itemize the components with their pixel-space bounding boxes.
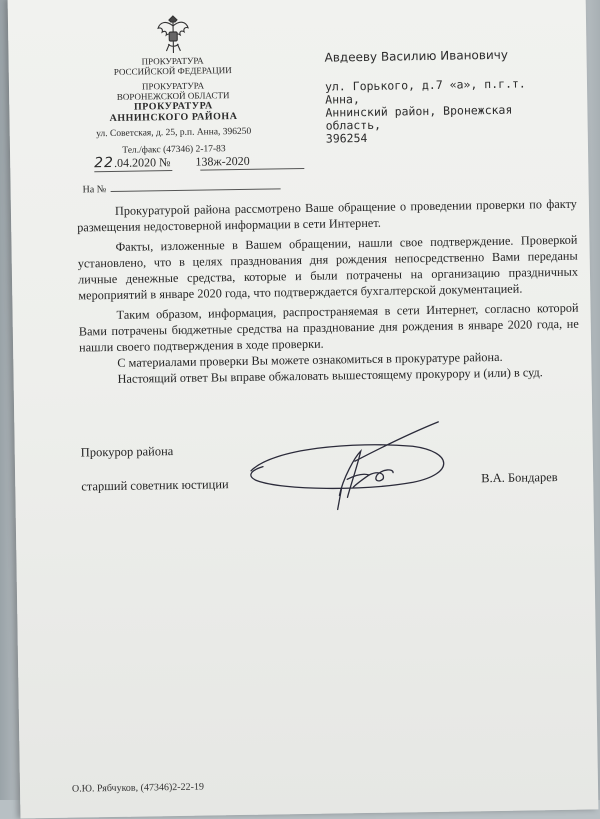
letter-page [8, 0, 599, 818]
signer-name: В.А. Бондарев [481, 470, 558, 486]
coat-of-arms-emblem [156, 14, 191, 55]
handwritten-signature [242, 416, 464, 529]
recipient-block [324, 48, 565, 146]
sender-phone: Тел./факс (47346) 2-17-83 [122, 144, 226, 156]
org-line: ПРОКУРАТУРА [141, 55, 204, 67]
position-title: Прокурор района [80, 444, 174, 460]
reference-line [83, 180, 281, 195]
number-sign: № [158, 155, 171, 170]
org-line: РОССИЙСКОЙ ФЕДЕРАЦИИ [113, 65, 232, 77]
reference-blank [110, 180, 280, 192]
org-line-bold: ПРОКУРАТУРА [133, 100, 213, 113]
date-rest: .04.2020 [113, 155, 157, 170]
sender-header [75, 54, 273, 158]
body-paragraph: Факты, изложенные в Вашем обращении, нашли свое подтверждение. Проверкой установлено, что в целях празднования дня рождения непосредственно Вами переданы личные денежные средства, которые и были потрачены на организацию праздничных мероприятий в январе 2020 года, что подтверждается бухгалтерской документацией. [77, 232, 579, 303]
reference-label: На № [82, 184, 107, 196]
sender-address: ул. Советская, д. 25, р.п. Анна, 396250 [96, 126, 252, 140]
executor-footer: О.Ю. Рябчуков, (47346)2-22-19 [71, 781, 205, 795]
outgoing-number: 138ж-2020 [195, 153, 250, 169]
recipient-name: Авдееву Василию Ивановичу [324, 47, 509, 65]
signatory-position [81, 442, 229, 494]
position-rank: старший советник юстиции [81, 477, 229, 494]
body-paragraph: Настоящий ответ Вы вправе обжаловать вышестоящему прокурору и (или) в суд. [117, 365, 543, 386]
org-line: ВОРОНЕЖСКОЙ ОБЛАСТИ [116, 90, 230, 102]
number-underline [200, 168, 304, 171]
recipient-address-line: 396254 [325, 130, 368, 146]
body-paragraph: С материалами проверки Вы можете ознакомиться в прокуратуре района. [117, 349, 503, 370]
registration-line [94, 152, 314, 171]
org-line: ПРОКУРАТУРА [141, 80, 205, 92]
handwritten-day: 22 [94, 154, 115, 172]
body-paragraph: Прокуратурой района рассмотрено Ваше обращение о проведении проверки по факту размещения недостоверной информации в сети Интернет. [77, 196, 577, 235]
recipient-address-line: Аннинский район, Вронежская область, [325, 102, 513, 133]
date-underline [94, 170, 172, 172]
org-line-bold: АННИНСКОГО РАЙОНА [109, 110, 238, 125]
letter-body [77, 196, 580, 388]
body-paragraph: Таким образом, информация, распространяемая в сети Интернет, согласно которой Вами потрачены бюджетные средства на празднование дня рождения в январе 2020 года, не нашли своего подтверждения в ходе проверки. [78, 300, 579, 355]
recipient-address-line: ул. Горького, д.7 «а», п.г.т. Анна, [324, 76, 526, 107]
